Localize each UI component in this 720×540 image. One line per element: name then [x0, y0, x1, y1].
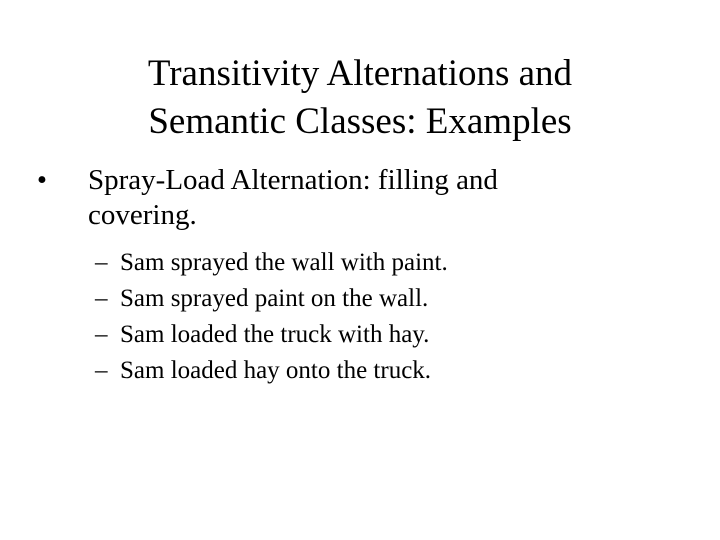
dash-icon: – — [95, 321, 108, 348]
sub-bullet-text: Sam sprayed paint on the wall. — [120, 285, 429, 312]
sub-bullet-item — [95, 245, 655, 281]
bullet-text-line-1: Spray-Load Alternation: filling and — [88, 164, 498, 196]
slide-title — [0, 50, 720, 146]
title-line-2: Semantic Classes: Examples — [148, 101, 572, 142]
sub-bullet-text: Sam loaded hay onto the truck. — [120, 357, 432, 384]
sub-bullet-text: Sam loaded the truck with hay. — [120, 321, 430, 348]
sub-bullet-item — [95, 353, 655, 389]
sub-bullet-list — [95, 245, 655, 389]
sub-bullet-item — [95, 281, 655, 317]
dash-icon: – — [95, 357, 108, 384]
dash-icon: – — [95, 249, 108, 276]
bullet-text-line-2: covering. — [88, 199, 197, 231]
sub-bullet-item — [95, 317, 655, 353]
sub-bullet-text: Sam sprayed the wall with paint. — [120, 249, 448, 276]
dash-icon: – — [95, 285, 108, 312]
bullet-dot-icon: • — [36, 164, 48, 196]
bullet-list — [30, 163, 690, 233]
bullet-item-spray-load — [30, 163, 690, 233]
title-line-1: Transitivity Alternations and — [147, 53, 573, 94]
